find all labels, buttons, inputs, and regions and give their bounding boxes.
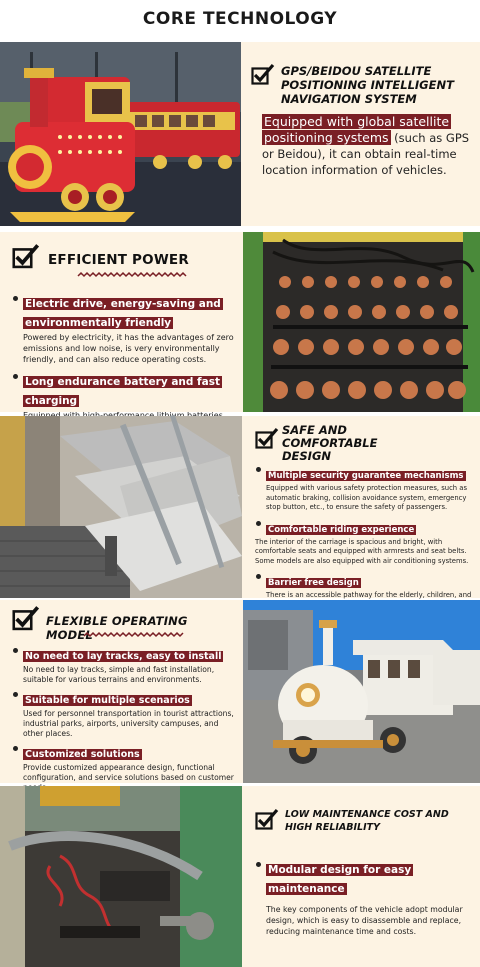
safe-item-3-tag: Barrier free design [268, 578, 359, 588]
gps-text: (such as GPS or Beidou), it can obtain real-time location information of vehicles. [262, 131, 470, 177]
page-title: CORE TECHNOLOGY [142, 9, 338, 29]
section-efficient-power [0, 232, 480, 412]
chassis-photo [0, 786, 242, 967]
flexible-heading: FLEXIBLE OPERATING MODEL [46, 614, 188, 642]
section-gps [0, 42, 480, 226]
safe-heading: SAFE AND COMFORTABLE DESIGN [282, 423, 378, 463]
maintenance-heading: LOW MAINTENANCE COST AND HIGH RELIABILITY [285, 809, 449, 833]
list-item [255, 517, 473, 567]
checkbox-check-icon [251, 64, 275, 86]
flexible-item-3-tag: Customized solutions [25, 749, 140, 760]
power-heading-block [12, 244, 237, 274]
section-safe-comfortable [0, 416, 480, 598]
title-bar [0, 0, 480, 42]
gps-paragraph [262, 114, 474, 178]
safe-text [255, 424, 473, 610]
list-item [12, 688, 238, 739]
gps-highlight: Equipped with global satellite positioning systems [264, 114, 450, 145]
safe-item-2-desc: The interior of the carriage is spacious and bright, with comfortable seats and equipped with armrests and seat belts. Some models are also equipped with air conditioning systems. [255, 537, 469, 565]
list-item [255, 858, 475, 937]
maintenance-item-1-tag: Modular design for easy maintenance [268, 864, 412, 895]
checkbox-check-icon [255, 809, 279, 831]
gps-heading: GPS/BEIDOU SATELLITE POSITIONING INTELLIGENT NAVIGATION SYSTEM [281, 64, 454, 106]
list-item [255, 463, 473, 513]
section-low-maintenance [0, 786, 480, 967]
power-text [12, 244, 237, 443]
power-item-2-tag: Long endurance battery and fast charging [25, 376, 220, 407]
battery-photo [243, 232, 480, 412]
safe-item-1-tag: Multiple security guarantee mechanisms [268, 471, 464, 481]
flexible-item-2-desc: Used for personnel transportation in tourist attractions, industrial parks, airports, university campuses, and other places. [23, 709, 234, 738]
flexible-item-3-desc: Provide customized appearance design, functional configuration, and service solutions based on customer [23, 763, 234, 782]
flexible-heading-block [12, 606, 238, 642]
seats-photo [0, 416, 242, 598]
flexible-item-1-desc: No need to lay tracks, simple and fast installation, suitable for various terrains and environments. [23, 665, 215, 684]
checkbox-check-icon [255, 428, 279, 450]
power-item-1-desc: Powered by electricity, it has the advantages of zero emissions and low noise, is very environmentally friendly, and can also reduce operating costs. [23, 333, 234, 364]
list-item [12, 292, 237, 365]
zigzag-divider [78, 273, 188, 279]
maintenance-text [255, 806, 475, 937]
flexible-text [12, 606, 238, 793]
maintenance-item-1-desc: The key components of the vehicle adopt modular design, which is easy to disassemble and replace, reducing maintenance time and costs. [266, 905, 463, 936]
section-flexible-operating [0, 600, 480, 783]
checkbox-check-icon [12, 244, 40, 270]
safe-item-1-desc: Equipped with various safety protection measures, such as automatic braking, collision avoidance system, emergency stop button, etc., to ensure the safety of passengers. [266, 484, 467, 511]
zigzag-divider [84, 633, 184, 639]
maintenance-heading-block [255, 806, 475, 838]
flexible-item-2-tag: Suitable for multiple scenarios [25, 695, 190, 706]
white-train-photo [243, 600, 480, 783]
list-item [12, 644, 238, 685]
gps-heading-block [251, 64, 473, 106]
safe-item-3-desc: There is an accessible pathway for the elderly, children, and [266, 591, 472, 599]
checkbox-check-icon [12, 606, 40, 632]
safe-item-2-tag: Comfortable riding experience [268, 524, 415, 535]
power-item-1-tag: Electric drive, energy-saving and environmentally friendly [25, 298, 221, 329]
red-train-photo [0, 42, 241, 226]
flexible-item-1-tag: No need to lay tracks, easy to install [25, 651, 222, 662]
power-heading: EFFICIENT POWER [48, 252, 189, 268]
safe-heading-block [255, 423, 473, 463]
